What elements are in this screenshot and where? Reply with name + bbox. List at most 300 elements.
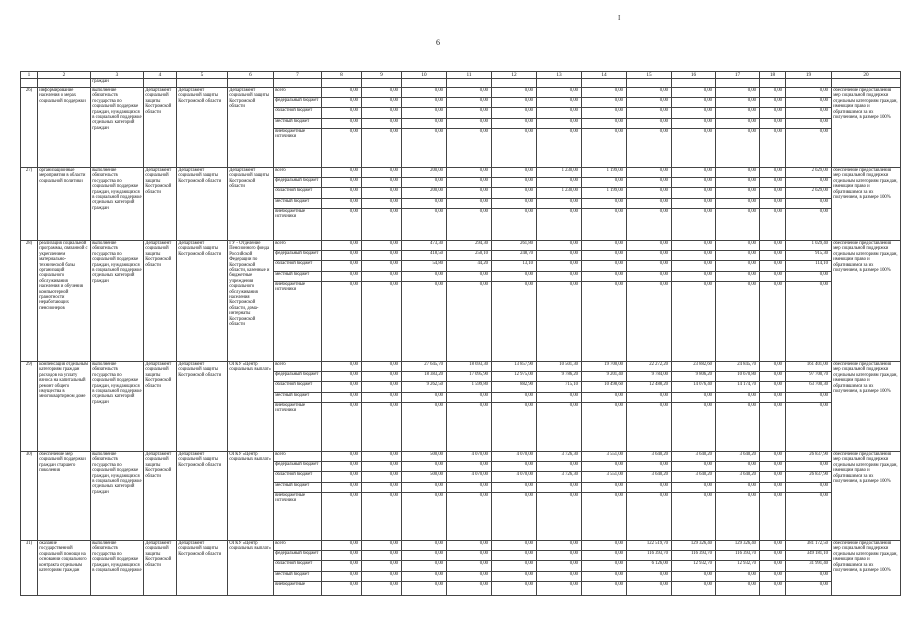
funding-value-col-19: 1 029,40 [786,241,832,251]
funding-value-col-18: 0,00 [760,561,786,572]
funding-value-col-19: 97 700,70 [786,372,832,382]
funding-value-col-18: 0,00 [760,98,786,108]
funding-source-label: внебюджетные источники [274,282,322,362]
funding-value-col-14: 0,00 [582,493,627,541]
funding-value-col-16: 0,00 [672,241,716,251]
funding-value-col-18: 0,00 [760,462,786,472]
funding-value-col-15: 0,00 [627,129,672,168]
activity-obligation: выполнение обязательств государства по социальной поддержке граждан, нуждающихся в социальной поддержке [91,541,144,596]
funding-value-col-16: 0,00 [672,168,716,178]
funding-value-col-14: 0,00 [582,393,627,403]
continuation-row [21,79,901,88]
funding-value-col-13: 0,00 [537,88,582,98]
funding-value-col-13: 0,00 [537,209,582,241]
funding-value-col-13: 0,00 [537,541,582,551]
funding-value-col-18: 0,00 [760,178,786,188]
funding-value-col-12: 0,00 [492,493,537,541]
funding-value-col-14: 9 201,40 [582,372,627,382]
funding-value-col-17: 0,00 [716,129,760,168]
funding-value-col-17: 3 640,20 [716,452,760,462]
funding-value-col-8: 0,00 [322,541,362,551]
funding-source-label: местный бюджет [274,119,322,129]
funding-source-label: федеральный бюджет [274,462,322,472]
funding-value-col-14: 3 551,00 [582,472,627,483]
funding-value-col-10: 0,00 [402,403,447,452]
funding-source-label: всего [274,241,322,251]
expected-result: обеспечение предоставления мер социальной поддержки отдельным категориям граждан, имеющим право и обратившимся за их получением, в размере 100% [832,168,901,241]
column-header-5: 5 [177,72,228,79]
funding-value-col-19: 0,00 [786,483,832,493]
funding-value-col-17: 12 932,70 [716,561,760,572]
funding-source-label: областной бюджет [274,382,322,393]
funding-value-col-11: 0,00 [447,393,492,403]
funding-value-col-9: 0,00 [362,178,402,188]
funding-value-col-10: 0,00 [402,561,447,572]
column-header-11: 11 [447,72,492,79]
funding-value-col-11: 4 070,00 [447,452,492,462]
funding-value-col-19: 2 629,00 [786,168,832,178]
funding-value-col-9: 0,00 [362,551,402,561]
funding-value-col-19: 0,00 [786,129,832,168]
funding-source-label: внебюджетные источники [274,403,322,452]
funding-value-col-12: 0,00 [492,209,537,241]
funding-value-col-15: 0,00 [627,168,672,178]
funding-value-col-18: 0,00 [760,403,786,452]
funding-value-col-19: 0,00 [786,199,832,209]
funding-value-col-8: 0,00 [322,382,362,393]
funding-value-col-16: 0,00 [672,483,716,493]
expected-result: обеспечение предоставления мер социальной поддержки отдельным категориям граждан, имеющим право и обратившимся за их получением, в размере 100% [832,241,901,362]
funding-value-col-11: 0,00 [447,572,492,582]
funding-value-col-9: 0,00 [362,282,402,362]
column-header-16: 16 [672,72,716,79]
funding-value-col-9: 0,00 [362,403,402,452]
funding-value-col-8: 0,00 [322,572,362,582]
executor-3: ОГКУ «Центр социальных выплат» [228,452,274,541]
funding-value-col-11: 0,00 [447,129,492,168]
funding-value-col-13: 0,00 [537,241,582,251]
funding-value-col-10: 18 383,20 [402,372,447,382]
funding-value-col-12: 0,00 [492,541,537,551]
funding-value-col-19: 161 401,00 [786,362,832,372]
funding-value-col-16: 0,00 [672,493,716,541]
funding-value-col-8: 0,00 [322,551,362,561]
funding-value-col-14: 0,00 [582,541,627,551]
funding-value-col-16: 0,00 [672,88,716,98]
funding-source-label: областной бюджет [274,561,322,572]
column-header-12: 12 [492,72,537,79]
funding-value-col-17: 0,00 [716,98,760,108]
funding-value-col-12: 0,00 [492,551,537,561]
funding-value-col-19: 349 181,10 [786,551,832,561]
funding-value-col-11: 0,00 [447,561,492,572]
funding-value-col-18: 0,00 [760,251,786,261]
funding-value-col-13: 715,10 [537,382,582,393]
funding-value-col-12: 0,00 [492,483,537,493]
header-row [21,72,901,79]
column-header-9: 9 [362,72,402,79]
funding-value-col-18: 0,00 [760,129,786,168]
funding-value-col-15: 0,00 [627,251,672,261]
funding-value-col-12: 0,00 [492,108,537,119]
funding-value-col-19: 63 700,30 [786,382,832,393]
funding-value-col-14: 0,00 [582,261,627,272]
funding-value-col-15: 0,00 [627,582,672,596]
funding-value-col-8: 0,00 [322,251,362,261]
column-header-4: 4 [144,72,177,79]
funding-value-col-12: 882,90 [492,382,537,393]
funding-value-col-16: 129 326,40 [672,541,716,551]
funding-value-col-15: 0,00 [627,272,672,282]
funding-value-col-8: 0,00 [322,493,362,541]
funding-value-col-16: 0,00 [672,403,716,452]
funding-value-col-8: 0,00 [322,188,362,199]
executor-3: ОГКУ «Центр социальных выплат» [228,362,274,452]
funding-value-col-8: 0,00 [322,362,362,372]
funding-value-col-13: 0,00 [537,119,582,129]
funding-value-col-16: 0,00 [672,199,716,209]
funding-value-col-13: 1 230,00 [537,168,582,178]
funding-value-col-9: 0,00 [362,393,402,403]
funding-value-col-10: 0,00 [402,582,447,596]
activity-name: обеспечение мер социальной поддержки граждан старшего поколения [38,452,91,541]
funding-value-col-15: 12 488,20 [627,382,672,393]
funding-value-col-13: 0,00 [537,261,582,272]
funding-source-label: местный бюджет [274,393,322,403]
funding-value-col-9: 0,00 [362,199,402,209]
executor-3: ГУ - Отделение Пенсионного фонда Российской Федерации по Костромской области, казенные и бюджетные учреждения социального обслуживания населения Костромской области, дома-интернаты Костромской области [228,241,274,362]
funding-value-col-13: 0,00 [537,462,582,472]
funding-value-col-16: 0,00 [672,261,716,272]
table-row [21,241,901,251]
funding-value-col-14: 0,00 [582,88,627,98]
funding-value-col-16: 0,00 [672,462,716,472]
funding-value-col-8: 0,00 [322,98,362,108]
funding-value-col-12: 12 975,00 [492,372,537,382]
funding-value-col-16: 0,00 [672,251,716,261]
funding-value-col-8: 0,00 [322,472,362,483]
column-header-14: 14 [582,72,627,79]
activity-name: оказание государственной социальной помощи на основании социального контракта отдельным категориям граждан [38,541,91,596]
funding-value-col-14: 10 498,60 [582,382,627,393]
funding-value-col-9: 0,00 [362,98,402,108]
funding-value-col-16: 23 882,60 [672,362,716,372]
funding-value-col-12: 0,00 [492,129,537,168]
funding-value-col-8: 0,00 [322,462,362,472]
funding-value-col-19: 0,00 [786,582,832,596]
funding-value-col-17: 0,00 [716,582,760,596]
funding-value-col-8: 0,00 [322,261,362,272]
funding-value-col-10: 0,00 [402,282,447,362]
funding-value-col-18: 0,00 [760,551,786,561]
funding-value-col-13: 0,00 [537,582,582,596]
funding-value-col-12: 0,00 [492,582,537,596]
funding-source-label: областной бюджет [274,261,322,272]
funding-value-col-11: 0,00 [447,108,492,119]
funding-value-col-8: 0,00 [322,119,362,129]
funding-value-col-13: 0,00 [537,551,582,561]
funding-value-col-18: 0,00 [760,282,786,362]
funding-value-col-12: 0,00 [492,119,537,129]
activity-name: информирование населения о мерах социальной поддержки [38,88,91,168]
funding-value-col-13: 9 786,20 [537,372,582,382]
funding-value-col-16: 12 932,70 [672,561,716,572]
funding-value-col-13: 0,00 [537,561,582,572]
funding-value-col-10: 0,00 [402,108,447,119]
funding-source-label: областной бюджет [274,472,322,483]
funding-value-col-14: 0,00 [582,572,627,582]
funding-value-col-19: 0,00 [786,282,832,362]
funding-value-col-14: 0,00 [582,582,627,596]
funding-value-col-8: 0,00 [322,178,362,188]
funding-value-col-18: 0,00 [760,362,786,372]
funding-value-col-11: 18 693,30 [447,362,492,372]
funding-value-col-15: 0,00 [627,403,672,452]
funding-value-col-12: 0,00 [492,462,537,472]
funding-value-col-16: 0,00 [672,272,716,282]
funding-value-col-15: 0,00 [627,98,672,108]
funding-value-col-19: 0,00 [786,119,832,129]
funding-value-col-15: 0,00 [627,88,672,98]
funding-value-col-17: 10 670,80 [716,372,760,382]
funding-value-col-13: 0,00 [537,572,582,582]
funding-value-col-17: 0,00 [716,88,760,98]
column-header-15: 15 [627,72,672,79]
funding-value-col-15: 0,00 [627,178,672,188]
executor-2: Департамент социальной защиты Костромской области [177,88,228,168]
funding-value-col-14: 0,00 [582,403,627,452]
funding-value-col-8: 0,00 [322,88,362,98]
funding-value-col-12: 13,10 [492,261,537,272]
funding-value-col-10: 0,00 [402,493,447,541]
table-body [21,72,901,596]
activity-number: 27) [21,168,38,241]
table-row [21,362,901,372]
funding-value-col-11: 0,00 [447,272,492,282]
funding-value-col-17: 0,00 [716,572,760,582]
funding-value-col-17: 3 640,20 [716,472,760,483]
funding-value-col-8: 0,00 [322,483,362,493]
funding-value-col-9: 0,00 [362,251,402,261]
funding-value-col-11: 1 599,80 [447,382,492,393]
funding-value-col-18: 0,00 [760,272,786,282]
funding-value-col-11: 44,20 [447,261,492,272]
funding-source-label: федеральный бюджет [274,98,322,108]
funding-value-col-10: 418,50 [402,251,447,261]
funding-value-col-11: 0,00 [447,541,492,551]
funding-value-col-16: 0,00 [672,129,716,168]
column-header-20: 20 [832,72,901,79]
funding-value-col-15: 116 393,70 [627,551,672,561]
funding-value-col-11: 0,00 [447,98,492,108]
funding-value-col-19: 0,00 [786,108,832,119]
funding-value-col-14: 0,00 [582,178,627,188]
funding-value-col-9: 0,00 [362,582,402,596]
funding-value-col-19: 0,00 [786,393,832,403]
funding-value-col-12: 4 070,00 [492,452,537,462]
funding-value-col-16: 3 640,20 [672,472,716,483]
funding-value-col-8: 0,00 [322,393,362,403]
column-header-10: 10 [402,72,447,79]
funding-value-col-9: 0,00 [362,209,402,241]
activity-number: 26) [21,88,38,168]
funding-value-col-18: 0,00 [760,493,786,541]
funding-source-label: всего [274,168,322,178]
funding-value-col-16: 116 393,70 [672,551,716,561]
funding-value-col-11: 0,00 [447,493,492,541]
funding-value-col-18: 0,00 [760,472,786,483]
funding-source-label: внебюджетные источники [274,493,322,541]
funding-value-col-13: 0,00 [537,282,582,362]
funding-value-col-12: 0,00 [492,572,537,582]
funding-value-col-17: 0,00 [716,272,760,282]
continuation-cell: граждан [91,79,144,88]
funding-value-col-14: 0,00 [582,483,627,493]
funding-source-label: всего [274,88,322,98]
funding-value-col-13: 0,00 [537,98,582,108]
column-header-1: 1 [21,72,38,79]
table-row [21,168,901,178]
funding-value-col-18: 0,00 [760,382,786,393]
funding-value-col-11: 0,00 [447,88,492,98]
funding-value-col-19: 0,00 [786,572,832,582]
funding-value-col-19: 114,10 [786,261,832,272]
funding-value-col-10: 0,00 [402,572,447,582]
funding-value-col-11: 0,00 [447,462,492,472]
column-header-6: 6 [228,72,274,79]
activity-name: организационные мероприятия в области социальной политики [38,168,91,241]
executor-2: Департамент социальной защиты Костромской области [177,452,228,541]
funding-value-col-15: 3 640,20 [627,472,672,483]
funding-value-col-10: 0,00 [402,541,447,551]
funding-value-col-11: 0,00 [447,178,492,188]
funding-value-col-11: 0,00 [447,209,492,241]
funding-value-col-9: 0,00 [362,541,402,551]
funding-value-col-10: 473,30 [402,241,447,251]
funding-value-col-12: 261,80 [492,241,537,251]
funding-value-col-18: 0,00 [760,582,786,596]
funding-source-label: областной бюджет [274,108,322,119]
funding-value-col-17: 0,00 [716,483,760,493]
funding-value-col-14: 0,00 [582,241,627,251]
funding-value-col-12: 0,00 [492,88,537,98]
funding-value-col-10: 0,00 [402,272,447,282]
funding-value-col-18: 0,00 [760,108,786,119]
funding-value-col-8: 0,00 [322,403,362,452]
funding-value-col-10: 27 645,70 [402,362,447,372]
funding-value-col-13: 0,00 [537,178,582,188]
funding-value-col-19: 0,00 [786,462,832,472]
funding-value-col-17: 0,00 [716,393,760,403]
funding-value-col-14: 0,00 [582,251,627,261]
funding-value-col-14: 0,00 [582,282,627,362]
funding-value-col-18: 0,00 [760,452,786,462]
funding-value-col-17: 0,00 [716,199,760,209]
activity-number: 30) [21,452,38,541]
funding-source-label: местный бюджет [274,199,322,209]
funding-value-col-8: 0,00 [322,372,362,382]
funding-value-col-12: 0,00 [492,168,537,178]
funding-value-col-10: 0,00 [402,178,447,188]
funding-value-col-14: 0,00 [582,119,627,129]
program-activities-table [20,71,901,596]
funding-source-label: федеральный бюджет [274,178,322,188]
funding-value-col-18: 0,00 [760,209,786,241]
funding-value-col-10: 0,00 [402,483,447,493]
expected-result: обеспечение предоставления мер социальной поддержки отдельным категориям граждан, имеющим право и обратившимся за их получением, в размере 100% [832,452,901,541]
funding-value-col-19: 26 837,90 [786,452,832,462]
funding-value-col-13: 0,00 [537,393,582,403]
funding-value-col-15: 3 640,20 [627,452,672,462]
column-header-7: 7 [274,72,322,79]
funding-value-col-9: 0,00 [362,452,402,462]
funding-value-col-9: 0,00 [362,493,402,541]
funding-source-label: внебюджетные источники [274,209,322,241]
funding-value-col-14: 0,00 [582,272,627,282]
executor-1: Департамент социальной защиты Костромской области [144,541,177,596]
funding-value-col-11: 0,00 [447,582,492,596]
column-header-8: 8 [322,72,362,79]
funding-value-col-13: 0,00 [537,108,582,119]
funding-value-col-10: 200,00 [402,168,447,178]
funding-value-col-16: 0,00 [672,209,716,241]
funding-value-col-8: 0,00 [322,282,362,362]
funding-value-col-12: 0,00 [492,188,537,199]
funding-value-col-9: 0,00 [362,362,402,372]
funding-value-col-9: 0,00 [362,129,402,168]
funding-value-col-13: 10 501,30 [537,362,582,372]
activity-number: 29) [21,362,38,452]
funding-value-col-12: 0,00 [492,98,537,108]
funding-value-col-18: 0,00 [760,241,786,251]
funding-value-col-12: 13 857,90 [492,362,537,372]
funding-value-col-15: 22 272,20 [627,362,672,372]
funding-value-col-11: 17 095,90 [447,372,492,382]
column-header-3: 3 [91,72,144,79]
funding-value-col-11: 0,00 [447,188,492,199]
funding-value-col-13: 0,00 [537,251,582,261]
funding-source-label: местный бюджет [274,272,322,282]
funding-value-col-10: 500,00 [402,452,447,462]
funding-value-col-9: 0,00 [362,168,402,178]
funding-value-col-16: 0,00 [672,108,716,119]
executor-3: ОГКУ «Центр социальных выплат» [228,541,274,596]
funding-value-col-9: 0,00 [362,188,402,199]
funding-value-col-16: 0,00 [672,98,716,108]
funding-value-col-17: 129 326,40 [716,541,760,551]
funding-value-col-18: 0,00 [760,572,786,582]
funding-value-col-13: 0,00 [537,493,582,541]
funding-value-col-8: 0,00 [322,272,362,282]
funding-value-col-18: 0,00 [760,261,786,272]
funding-value-col-17: 24 845,70 [716,362,760,372]
funding-value-col-18: 0,00 [760,188,786,199]
funding-value-col-11: 250,10 [447,251,492,261]
funding-value-col-12: 0,00 [492,282,537,362]
funding-value-col-17: 116 393,70 [716,551,760,561]
funding-value-col-15: 122 519,70 [627,541,672,551]
funding-value-col-16: 0,00 [672,178,716,188]
funding-value-col-8: 0,00 [322,108,362,119]
funding-value-col-11: 0,00 [447,483,492,493]
funding-value-col-16: 14 076,40 [672,382,716,393]
funding-value-col-14: 1 199,00 [582,188,627,199]
funding-value-col-15: 9 784,00 [627,372,672,382]
funding-value-col-15: 0,00 [627,199,672,209]
funding-value-col-9: 0,00 [362,462,402,472]
activity-obligation: выполнение обязательств государства по социальной поддержке граждан, нуждающихся в социальной поддержке отдельных категорий граждан [91,452,144,541]
funding-value-col-18: 0,00 [760,88,786,98]
